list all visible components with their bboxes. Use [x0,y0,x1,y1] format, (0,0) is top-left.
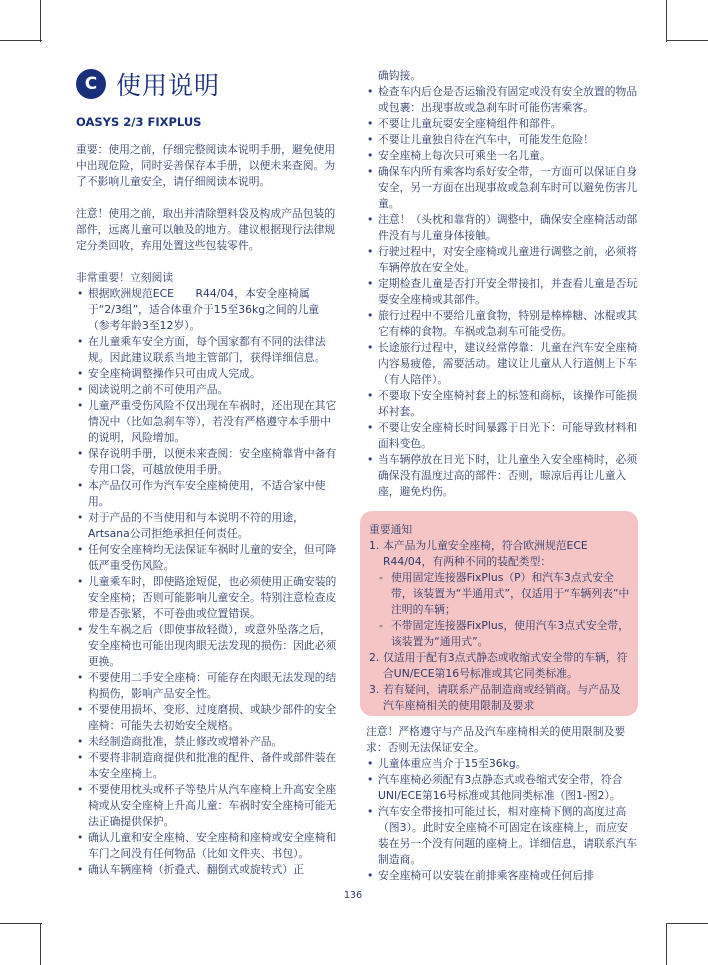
list-item: • 安全座椅可以安装在前排乘客座椅或任何后排 [366,868,638,884]
section-letter-badge: C [76,69,106,99]
important-notice-box [360,511,638,716]
list-item: • 不要让安全座椅长时间暴露于日光下：可能导致材料和面料变色。 [366,420,638,452]
list-item: • 保存说明手册，以便未来查阅：安全座椅靠背中备有专用口袋，可越放使用手册。 [76,446,338,478]
list-item: • 注意！（头枕和靠背的）调整中，确保安全座椅活动部件没有与儿童身体接触。 [366,212,638,244]
list-item: • 在儿童乘车安全方面，每个国家都有不同的法律法规。因此建议联系当地主管部门，获得详细信息。 [76,334,338,366]
list-item: • 不要使用损坏、变形、过度磨损、或缺少部件的安全座椅：可能失去初始安全规格。 [76,702,338,734]
section-header [76,66,220,102]
list-item: • 检查车内后仓是否运输没有固定或没有安全放置的物品或包裹：出现事故或急刹车时可能伤害乘客。 [366,84,638,116]
continued-text: 确钩接。 [378,69,422,82]
crop-mark [666,923,667,965]
list-item: • 不要让儿童独自待在汽车中，可能发生危险！ [366,132,638,148]
list-item: • 本产品仅可作为汽车安全座椅使用，不适合家中使用。 [76,478,338,510]
crop-mark [0,923,42,924]
list-item: • 任何安全座椅均无法保证车祸时儿童的安全，但可降低严重受伤风险。 [76,542,338,574]
right-column [366,68,638,500]
list-item: • 未经制造商批准，禁止修改或增补产品。 [76,734,338,750]
crop-mark [0,40,42,41]
list-item: • 儿童体重应当介于15至36kg。 [366,756,638,772]
list-item: • 行驶过程中，对安全座椅或儿童进行调整之前，必须将车辆停放在安全处。 [366,244,638,276]
page-number: 136 [344,890,363,901]
read-now-heading: 非常重要！立刻阅读 [76,271,174,284]
crop-mark [666,923,708,924]
notice-item: 2. 仅适用于配有3点式静态或收缩式安全带的车辆，符合UN/ECE第16号标准或其它同类标准。 [369,651,628,680]
list-item: • 儿童乘车时，即使路途短促，也必须使用正确安装的安全座椅；否则可能影响儿童安全。特别注意检查皮带是否张紧，不可卷曲或位置错误。 [76,574,338,622]
crop-mark [40,0,41,42]
list-item: • 不要让儿童玩耍安全座椅组件和部件。 [366,116,638,132]
list-item: • 对于产品的不当使用和与本说明不符的用途，Artsana公司拒绝承担任何责任。 [76,510,338,542]
intro-paragraph: 重要：使用之前，仔细完整阅读本说明手册，避免使用中出现危险，同时妥善保存本手册，以便未来查阅。为了不影响儿童安全，请仔细阅读本说明。 [76,143,336,188]
list-item: • 不要取下安全座椅衬套上的标签和商标，该操作可能损坏衬套。 [366,388,638,420]
notice-subitem: - 使用固定连接器FixPlus（P）和汽车3点式安全带，该装置为“半通用式”，仅适用于“车辆列表”中注明的车辆； [379,571,630,616]
requirements-list [366,756,638,884]
list-item: • 不要将非制造商提供和批准的配件、备件或部件装在本安全座椅上。 [76,750,338,782]
list-item: • 确认儿童和安全座椅、安全座椅和座椅或安全座椅和车门之间没有任何物品（比如文件夹、书包）。 [76,830,338,862]
section-title: 使用说明 [116,71,221,100]
list-item: • 不要使用二手安全座椅：可能存在肉眼无法发现的结构损伤，影响产品安全性。 [76,670,338,702]
list-item: • 汽车座椅必须配有3点静态式或卷缩式安全带，符合UNI/ECE第16号标准或其他同类标准（图1-图2）。 [366,772,638,804]
list-item: • 当车辆停放在日光下时，让儿童坐入安全座椅时，必须确保没有温度过高的部件：否则，晾凉后再让儿童入座，避免灼伤。 [366,452,638,500]
list-item: • 汽车安全带接扣可能过长，相对座椅下侧的高度过高（图3）。此时安全座椅不可固定在该座椅上，而应安装在另一个没有问题的座椅上。详细信息，请联系汽车制造商。 [366,804,638,868]
list-item: • 确认车辆座椅（折叠式、翻倒式或旋转式）正 [76,862,338,878]
list-item: • 长途旅行过程中，建议经常停靠：儿童在汽车安全座椅内容易疲倦，需要活动。建议让儿童从人行道侧上下车（有人陪伴）。 [366,340,638,388]
safety-list [76,286,338,878]
product-name: OASYS 2/3 FIXPLUS [76,115,202,129]
crop-mark [40,923,41,965]
list-item: • 根据欧洲规范ECE R44/04，本安全座椅属于“2/3组”，适合体重介于15至36kg之间的儿童（参考年龄3至12岁）。 [76,286,338,334]
left-column [76,142,338,878]
right-column-lower [366,724,638,884]
notice-item: 1. 本产品为儿童安全座椅，符合欧洲规范ECE R44/04，有两种不同的装配类型： [369,539,588,568]
list-item: • 旅行过程中不要给儿童食物，特别是棒棒糖、冰棍或其它有棒的食物。车祸或急刹车可能受伤。 [366,308,638,340]
list-item: • 安全座椅上每次只可乘坐一名儿童。 [366,148,638,164]
safety-list [366,84,638,500]
notice-subitem: - 不带固定连接器FixPlus，使用汽车3点式安全带，该装置为“通用式”。 [379,619,630,648]
list-item: • 发生车祸之后（即使事故轻微），或意外坠落之后，安全座椅也可能出现肉眼无法发现的损伤：因此必须更换。 [76,622,338,670]
notice-title: 重要通知 [369,523,413,536]
warning-paragraph: 注意！使用之前，取出并清除塑料袋及构成产品包装的部件，远离儿童可以触及的地方。建议根据现行法律规定分类回收，弃用处置这些包装零件。 [76,207,336,252]
notice-item: 3. 若有疑问，请联系产品制造商或经销商。与产品及汽车座椅相关的使用限制及要求 [369,683,621,712]
list-item: • 阅读说明之前不可使用产品。 [76,382,338,398]
list-item: • 儿童严重受伤风险不仅出现在车祸时，还出现在其它情况中（比如急刹车等），若没有严格遵守本手册中的说明，风险增加。 [76,398,338,446]
list-item: • 不要使用枕头或杯子等垫片从汽车座椅上升高安全座椅或从安全座椅上升高儿童：车祸时安全座椅可能无法正确提供保护。 [76,782,338,830]
list-item: • 安全座椅调整操作只可由成人完成。 [76,366,338,382]
list-item: • 定期检查儿童是否打开安全带接扣，并查看儿童是否玩耍安全座椅或其部件。 [366,276,638,308]
list-item: • 确保车内所有乘客均系好安全带，一方面可以保证自身安全，另一方面在出现事故或急刹车时可以避免伤害儿童。 [366,164,638,212]
note-paragraph: 注意！严格遵守与产品及汽车座椅相关的使用限制及要求：否则无法保证安全。 [366,725,626,754]
crop-mark [666,40,708,41]
crop-mark [666,0,667,42]
